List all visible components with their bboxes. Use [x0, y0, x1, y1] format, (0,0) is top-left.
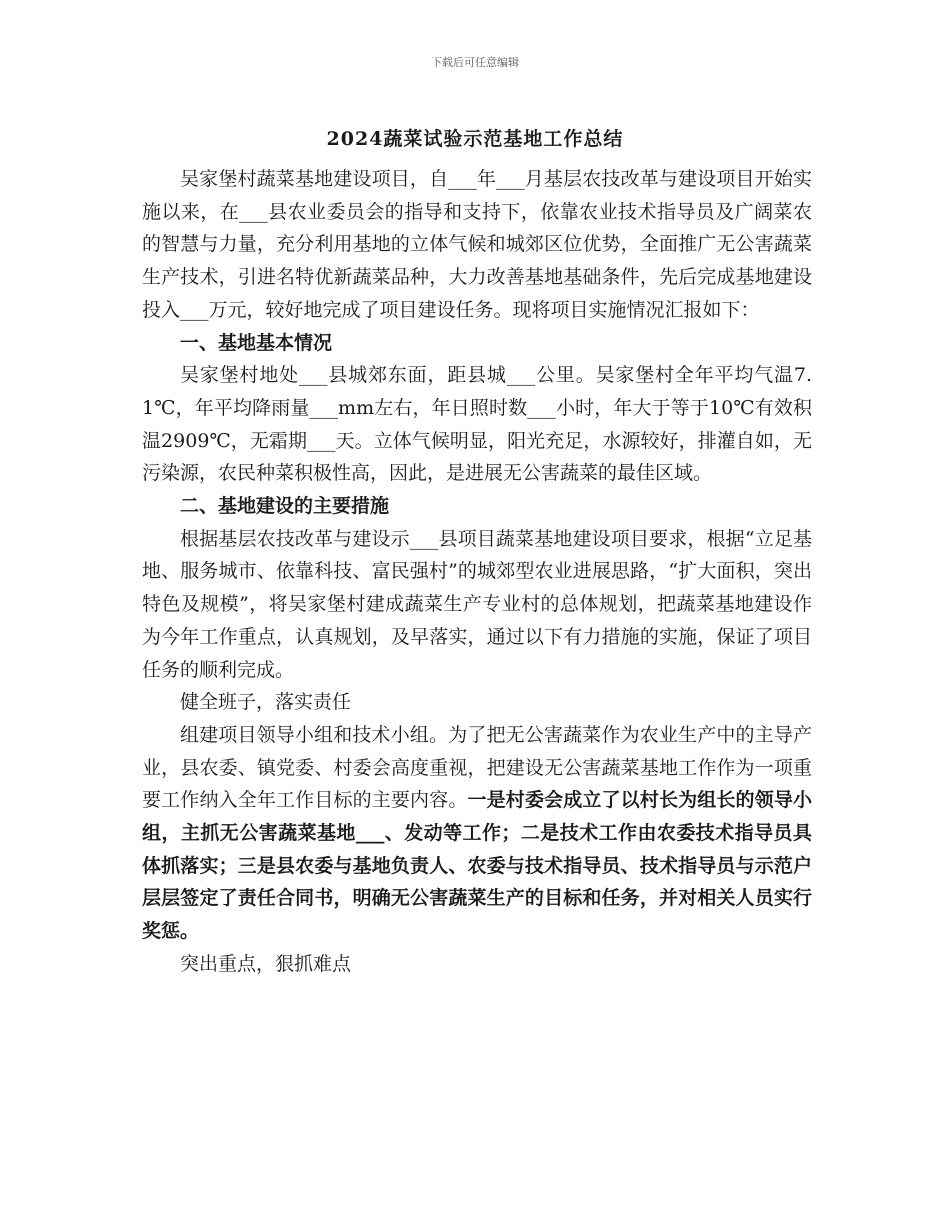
document-body: [142, 163, 812, 981]
paragraph-intro: 吴家堡村蔬菜基地建设项目，自___年___月基层农技改革与建设项目开始实施以来，在___县农业委员会的指导和支持下，依靠农业技术指导员及广阔菜农的智慧与力量，充分利用基地的立体气候和城郊区位优势，全面推广无公害蔬菜生产技术，引进名特优新蔬菜品种，大力改善基地基础条件，先后完成基地建设投入___万元，较好地完成了项目建设任务。现将项目实施情况汇报如下：: [142, 168, 812, 321]
paragraph-organization: [142, 719, 812, 948]
paragraph-measures: 根据基层农技改革与建设示___县项目蔬菜基地建设项目要求，根据“立足基地、服务城市、依靠科技、富民强村”的城郊型农业进展思路，“扩大面积，突出特色及规模”，将吴家堡村建成蔬菜生产专业村的总体规划，把蔬菜基地建设作为今年工作重点，认真规划，及早落实，通过以下有力措施的实施，保证了项目任务的顺利完成。: [142, 527, 812, 681]
paragraph-organization-bold-text: 一是村委会成立了以村长为组长的领导小组，主抓无公害蔬菜基地___、发动等工作；二是技术工作由农委技术指导员具体抓落实；三是县农委与基地负责人、农委与技术指导员、技术指导员与示范户层层签定了责任合同书，明确无公害蔬菜生产的目标和任务，并对相关人员实行奖惩。: [142, 789, 812, 943]
subheading-organization: 健全班子，落实责任: [180, 691, 352, 714]
paragraph-base-overview: 吴家堡村地处___县城郊东面，距县城___公里。吴家堡村全年平均气温7.1℃，年平均降雨量___mm左右，年日照时数___小时，年大于等于10℃有效积温2909℃，无霜期___天。立体气候明显，阳光充足，水源较好，排灌自如，无污染源，农民种菜积极性高，因此，是进展无公害蔬菜的最佳区域。: [142, 364, 812, 485]
paragraph-organization-text: 组建项目领导小组和技术小组。为了把无公害蔬菜作为农业生产中的主导产业，县农委、镇党委、村委会高度重视，把建设无公害蔬菜基地工作作为一项重要工作纳入全年工作目标的主要内容。: [142, 723, 812, 812]
section-heading-2: 二、基地建设的主要措施: [180, 495, 390, 518]
document-title: 2024蔬菜试验示范基地工作总结: [326, 128, 624, 150]
header-note: 下载后可任意编辑: [431, 56, 519, 69]
subheading-priorities: 突出重点，狠抓难点: [180, 952, 352, 975]
section-heading-1: 一、基地基本情况: [180, 331, 333, 354]
